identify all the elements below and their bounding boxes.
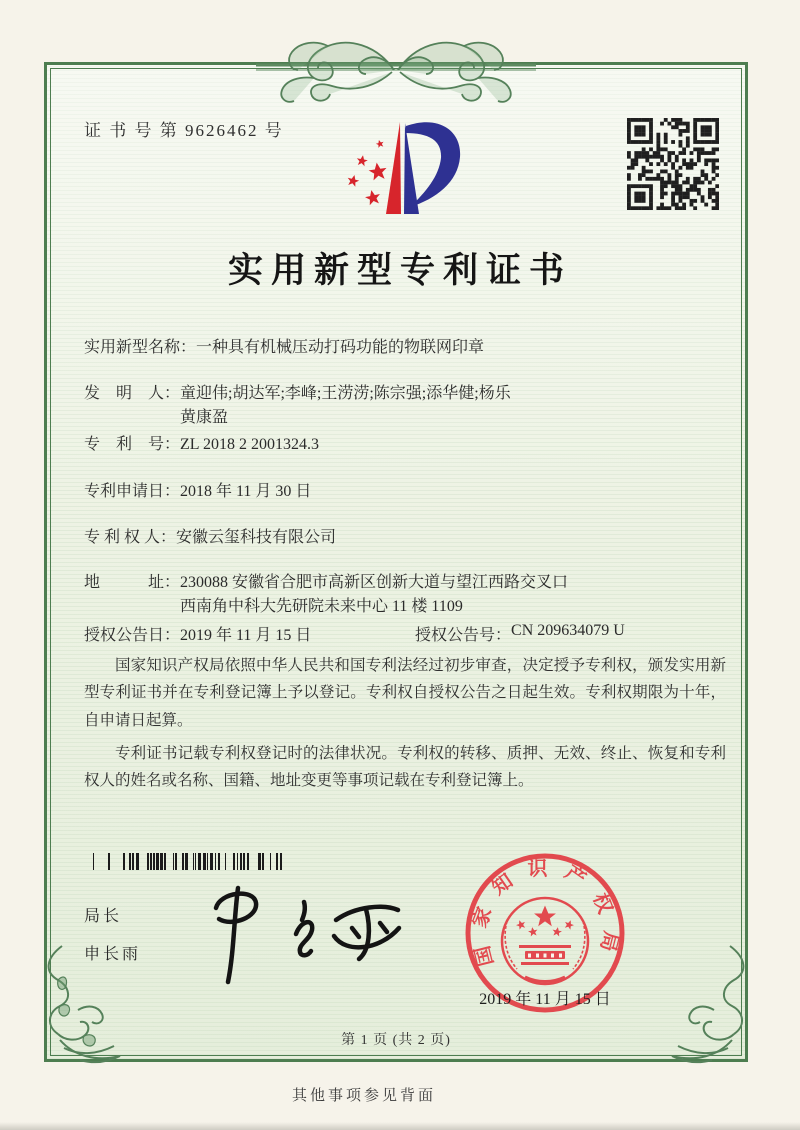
field-value: 一种具有机械压动打码功能的物联网印章 (196, 339, 485, 356)
certificate-title: 实用新型专利证书 (227, 251, 572, 290)
field-value: 2018 年 11 月 30 日 (180, 483, 312, 500)
certificate-number: 证 书 号 第 9626462 号 (84, 121, 284, 140)
body-paragraph-2: 专利证书记载专利权登记时的法律状况。专利权的转移、质押、无效、终止、恢复和专利权人的姓名或名称、国籍、地址变更等事项记载在专利登记簿上。 (84, 744, 726, 790)
address-line1: 230088 安徽省合肥市高新区创新大道与望江西路交叉口 (180, 574, 569, 591)
field-inventors (84, 382, 726, 430)
field-value: CN 209634079 U (511, 622, 625, 639)
seal-text: 国家知识产权局 (467, 858, 623, 969)
field-utility-model-name (84, 336, 726, 360)
handwritten-signature (200, 876, 415, 991)
field-value: 安徽云玺科技有限公司 (176, 529, 337, 546)
body-paragraph-1: 国家知识产权局依照中华人民共和国专利法经过初步审查，决定授予专利权，颁发实用新型专利证书并在专利登记簿上予以登记。专利权自授权公告之日起生效。专利权期限为十年，自申请日起算。 (84, 657, 726, 729)
barcode (90, 853, 290, 870)
page-number: 第 1 页 (共 2 页) (341, 1033, 451, 1048)
bottom-right-ornament-icon (654, 944, 758, 1068)
field-label: 授权公告号： (415, 627, 512, 644)
inventors-line1: 童迎伟;胡达军;李峰;王涝涝;陈宗强;添华健;杨乐 (180, 385, 511, 402)
field-label: 地 址： (84, 574, 181, 591)
scan-edge-shadow (0, 1122, 800, 1130)
qr-code (627, 118, 719, 210)
field-label: 专 利 权 人： (84, 529, 177, 546)
signer-name: 申长雨 (84, 946, 142, 963)
address-line2: 西南角中科大先研院未来中心 11 楼 1109 (180, 598, 463, 615)
field-label: 专 利 号： (84, 436, 181, 453)
field-label: 专利申请日： (84, 483, 181, 500)
signer-title: 局长 (84, 908, 123, 925)
field-label: 发 明 人： (84, 385, 181, 402)
field-value (180, 571, 726, 619)
field-grant-row (84, 622, 726, 645)
top-flourish-ornament-icon (256, 30, 536, 106)
field-patentee (84, 526, 726, 550)
field-grant-date (84, 622, 415, 645)
field-patent-number (84, 433, 726, 457)
field-value (180, 382, 726, 430)
field-filing-date (84, 480, 726, 504)
inventors-line2: 黄康盈 (180, 409, 229, 426)
field-label: 实用新型名称： (84, 339, 197, 356)
field-address (84, 571, 726, 619)
legal-text (84, 652, 726, 800)
field-value: ZL 2018 2 2001324.3 (180, 436, 319, 453)
back-note: 其他事项参见背面 (292, 1088, 437, 1104)
field-grant-number (415, 622, 625, 645)
field-label: 授权公告日： (84, 627, 181, 644)
cnipa-patent-logo-icon (336, 108, 488, 238)
seal-date: 2019 年 11 月 15 日 (479, 991, 611, 1008)
field-value: 2019 年 11 月 15 日 (180, 627, 312, 644)
